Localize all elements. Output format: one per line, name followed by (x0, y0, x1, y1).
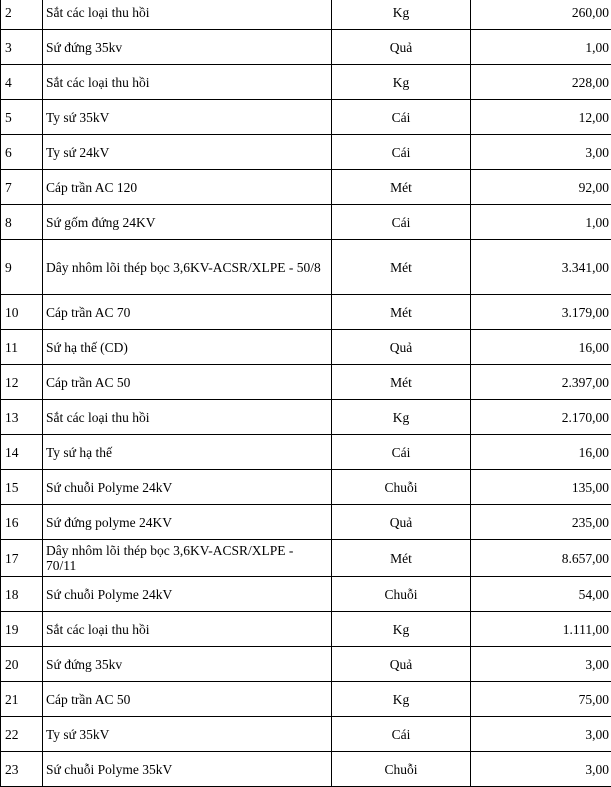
row-number: 22 (1, 717, 43, 752)
item-quantity: 8.657,00 (471, 540, 611, 577)
item-unit: Quả (332, 647, 471, 682)
table-row (1, 505, 611, 540)
row-number: 6 (1, 135, 43, 170)
item-quantity: 3.341,00 (471, 240, 611, 295)
item-name: Ty sứ hạ thế (43, 435, 332, 470)
item-unit: Kg (332, 0, 471, 30)
item-quantity: 54,00 (471, 577, 611, 612)
item-name: Dây nhôm lõi thép bọc 3,6KV-ACSR/XLPE - 70/11 (43, 540, 332, 577)
item-quantity: 1.111,00 (471, 612, 611, 647)
item-quantity: 3,00 (471, 717, 611, 752)
table-row (1, 400, 611, 435)
table-row (1, 577, 611, 612)
item-name: Sắt các loại thu hồi (43, 400, 332, 435)
item-name: Sứ chuỗi Polyme 24kV (43, 470, 332, 505)
item-quantity: 92,00 (471, 170, 611, 205)
row-number: 12 (1, 365, 43, 400)
item-name: Sứ hạ thế (CD) (43, 330, 332, 365)
row-number: 18 (1, 577, 43, 612)
item-quantity: 16,00 (471, 435, 611, 470)
item-unit: Chuỗi (332, 577, 471, 612)
table-row (1, 240, 611, 295)
materials-table-body (1, 0, 611, 787)
row-number: 2 (1, 0, 43, 30)
row-number: 21 (1, 682, 43, 717)
table-row (1, 135, 611, 170)
item-name: Cáp trần AC 50 (43, 682, 332, 717)
item-unit: Mét (332, 365, 471, 400)
table-row (1, 0, 611, 30)
item-name: Dây nhôm lõi thép bọc 3,6KV-ACSR/XLPE - 50/8 (43, 240, 332, 295)
table-row (1, 540, 611, 577)
item-unit: Kg (332, 612, 471, 647)
item-name: Sứ đứng 35kv (43, 30, 332, 65)
item-unit: Cái (332, 717, 471, 752)
row-number: 7 (1, 170, 43, 205)
table-row (1, 30, 611, 65)
item-name: Sứ chuỗi Polyme 24kV (43, 577, 332, 612)
item-quantity: 3.179,00 (471, 295, 611, 330)
item-name: Sắt các loại thu hồi (43, 0, 332, 30)
item-name: Sứ gốm đứng 24KV (43, 205, 332, 240)
row-number: 8 (1, 205, 43, 240)
row-number: 14 (1, 435, 43, 470)
item-name: Ty sứ 35kV (43, 717, 332, 752)
item-quantity: 135,00 (471, 470, 611, 505)
item-quantity: 12,00 (471, 100, 611, 135)
table-row (1, 612, 611, 647)
table-row (1, 65, 611, 100)
item-name: Ty sứ 24kV (43, 135, 332, 170)
item-name: Ty sứ 35kV (43, 100, 332, 135)
item-quantity: 3,00 (471, 135, 611, 170)
item-unit: Kg (332, 682, 471, 717)
row-number: 5 (1, 100, 43, 135)
table-row (1, 717, 611, 752)
item-unit: Chuỗi (332, 752, 471, 787)
row-number: 23 (1, 752, 43, 787)
row-number: 16 (1, 505, 43, 540)
item-unit: Cái (332, 135, 471, 170)
row-number: 10 (1, 295, 43, 330)
item-unit: Chuỗi (332, 470, 471, 505)
item-unit: Quả (332, 330, 471, 365)
item-quantity: 2.397,00 (471, 365, 611, 400)
row-number: 15 (1, 470, 43, 505)
item-quantity: 1,00 (471, 205, 611, 240)
row-number: 19 (1, 612, 43, 647)
item-name: Cáp trần AC 50 (43, 365, 332, 400)
row-number: 4 (1, 65, 43, 100)
row-number: 17 (1, 540, 43, 577)
item-unit: Quả (332, 505, 471, 540)
item-unit: Mét (332, 170, 471, 205)
item-quantity: 235,00 (471, 505, 611, 540)
item-quantity: 3,00 (471, 647, 611, 682)
item-name: Sắt các loại thu hồi (43, 65, 332, 100)
table-row (1, 470, 611, 505)
table-row (1, 170, 611, 205)
item-quantity: 2.170,00 (471, 400, 611, 435)
row-number: 11 (1, 330, 43, 365)
item-unit: Mét (332, 240, 471, 295)
item-unit: Kg (332, 400, 471, 435)
item-name: Cáp trần AC 70 (43, 295, 332, 330)
item-name: Sắt các loại thu hồi (43, 612, 332, 647)
item-unit: Quả (332, 30, 471, 65)
row-number: 3 (1, 30, 43, 65)
row-number: 20 (1, 647, 43, 682)
table-row (1, 205, 611, 240)
item-unit: Cái (332, 100, 471, 135)
item-name: Cáp trần AC 120 (43, 170, 332, 205)
item-quantity: 1,00 (471, 30, 611, 65)
item-name: Sứ đứng 35kv (43, 647, 332, 682)
item-unit: Cái (332, 205, 471, 240)
table-row (1, 330, 611, 365)
table-row (1, 647, 611, 682)
item-unit: Cái (332, 435, 471, 470)
item-quantity: 260,00 (471, 0, 611, 30)
table-row (1, 100, 611, 135)
item-unit: Mét (332, 540, 471, 577)
table-row (1, 435, 611, 470)
item-name: Sứ đứng polyme 24KV (43, 505, 332, 540)
item-quantity: 228,00 (471, 65, 611, 100)
item-quantity: 3,00 (471, 752, 611, 787)
item-name: Sứ chuỗi Polyme 35kV (43, 752, 332, 787)
item-unit: Mét (332, 295, 471, 330)
item-unit: Kg (332, 65, 471, 100)
table-row (1, 682, 611, 717)
table-row (1, 295, 611, 330)
row-number: 9 (1, 240, 43, 295)
table-row (1, 365, 611, 400)
item-quantity: 16,00 (471, 330, 611, 365)
table-row (1, 752, 611, 787)
row-number: 13 (1, 400, 43, 435)
item-quantity: 75,00 (471, 682, 611, 717)
